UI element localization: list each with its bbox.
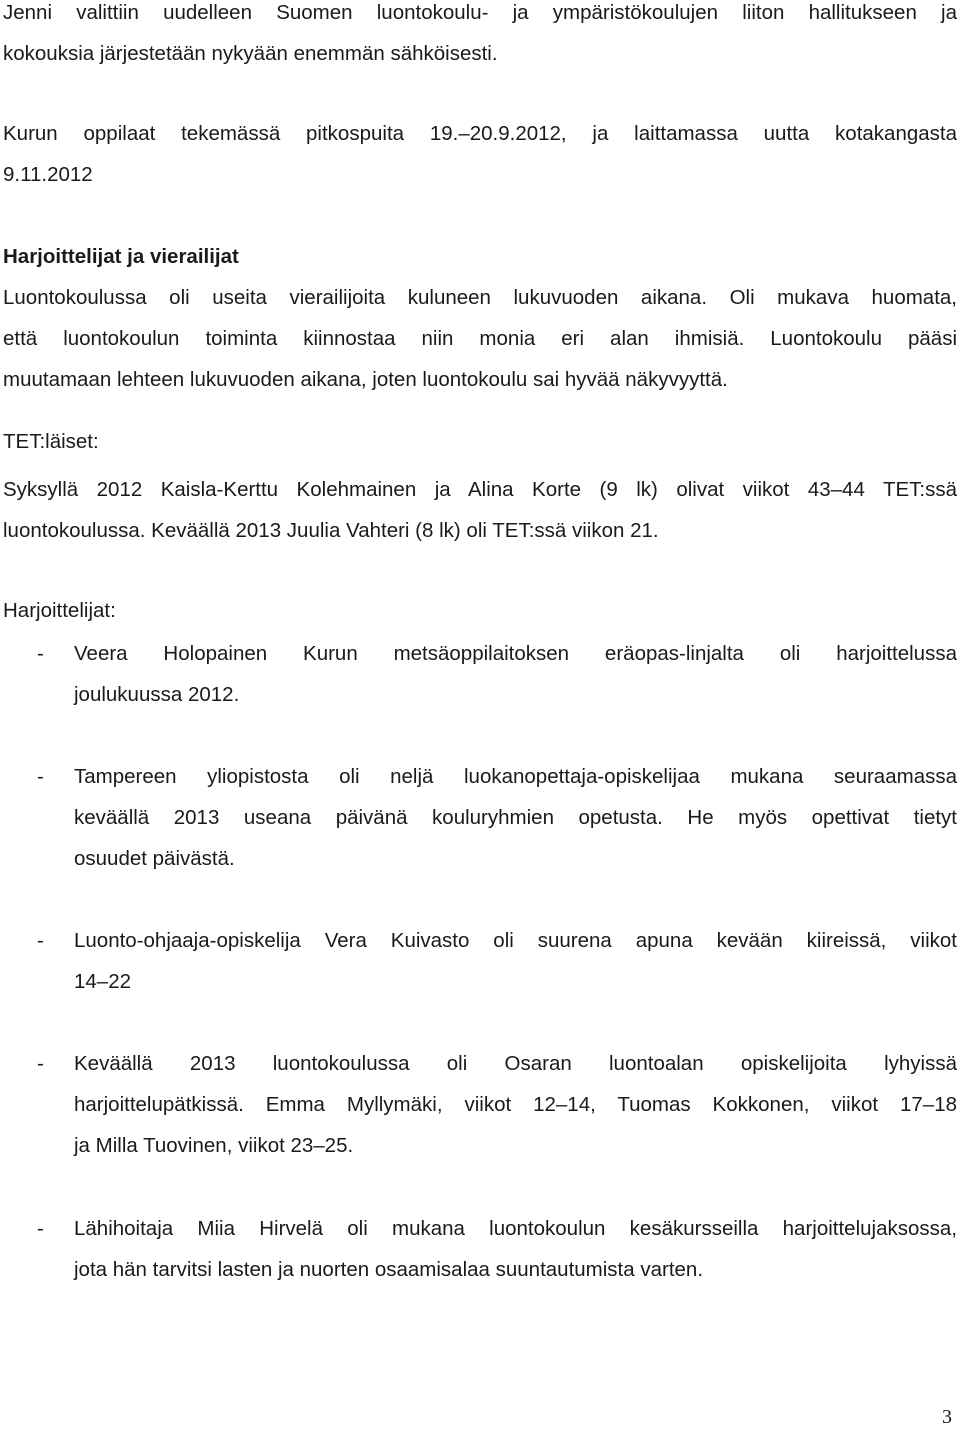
- text-line: Syksyllä 2012 Kaisla-Kerttu Kolehmainen ja Alina Korte (9 lk) olivat viikot 43–44 TET:ssä: [3, 478, 957, 501]
- text-line: Luontokoulussa oli useita vierailijoita kuluneen lukuvuoden aikana. Oli mukava huomata,: [3, 286, 957, 309]
- text-line: muutamaan lehteen lukuvuoden aikana, joten luontokoulu sai hyvää näkyvyyttä.: [3, 368, 728, 391]
- text-line: Lähihoitaja Miia Hirvelä oli mukana luontokoulun kesäkursseilla harjoittelujaksossa,: [74, 1217, 957, 1240]
- text-line: 9.11.2012: [3, 163, 93, 186]
- text-line: Kurun oppilaat tekemässä pitkospuita 19.–20.9.2012, ja laittamassa uutta kotakangasta: [3, 122, 957, 145]
- text-line: Luonto-ohjaaja-opiskelija Vera Kuivasto oli suurena apuna kevään kiireissä, viikot: [74, 929, 957, 952]
- bullet-dash: -: [37, 642, 44, 665]
- text-line: 14–22: [74, 970, 132, 993]
- text-line: että luontokoulun toiminta kiinnostaa niin monia eri alan ihmisiä. Luontokoulu pääsi: [3, 327, 957, 350]
- text-line: Jenni valittiin uudelleen Suomen luontokoulu- ja ympäristökoulujen liiton hallitukseen ja: [3, 1, 957, 24]
- text-line: keväällä 2013 useana päivänä kouluryhmien opetusta. He myös opettivat tietyt: [74, 806, 957, 829]
- bullet-dash: -: [37, 929, 44, 952]
- intro-paragraph: [3, 0, 957, 74]
- text-line: harjoittelupätkissä. Emma Myllymäki, viikot 12–14, Tuomas Kokkonen, viikot 17–18: [74, 1093, 957, 1116]
- text-line: jota hän tarvitsi lasten ja nuorten osaamisalaa suuntautumista varten.: [74, 1258, 704, 1281]
- text-line: osuudet päivästä.: [74, 847, 235, 870]
- text-line: Keväällä 2013 luontokoulussa oli Osaran luontoalan opiskelijoita lyhyissä: [74, 1052, 957, 1075]
- text-line: joulukuussa 2012.: [74, 683, 240, 706]
- bullet-dash: -: [37, 1217, 44, 1240]
- text-line: ja Milla Tuovinen, viikot 23–25.: [74, 1134, 354, 1157]
- tet-paragraph: [3, 469, 957, 551]
- tet-label: TET:läiset:: [3, 430, 99, 453]
- text-line: Tampereen yliopistosta oli neljä luokanopettaja-opiskelijaa mukana seuraamassa: [74, 765, 957, 788]
- kurun-paragraph: [3, 113, 957, 195]
- trainees-label: Harjoittelijat:: [3, 599, 116, 622]
- visitors-paragraph: [3, 277, 957, 400]
- text-line: kokouksia järjestetään nykyään enemmän sähköisesti.: [3, 42, 498, 65]
- bullet-dash: -: [37, 765, 44, 788]
- text-line: luontokoulussa. Keväällä 2013 Juulia Vahteri (8 lk) oli TET:ssä viikon 21.: [3, 519, 659, 542]
- text-line: Veera Holopainen Kurun metsäoppilaitoksen eräopas-linjalta oli harjoittelussa: [74, 642, 957, 665]
- page-number: 3: [942, 1406, 952, 1428]
- section-heading: Harjoittelijat ja vierailijat: [3, 245, 239, 268]
- bullet-dash: -: [37, 1052, 44, 1075]
